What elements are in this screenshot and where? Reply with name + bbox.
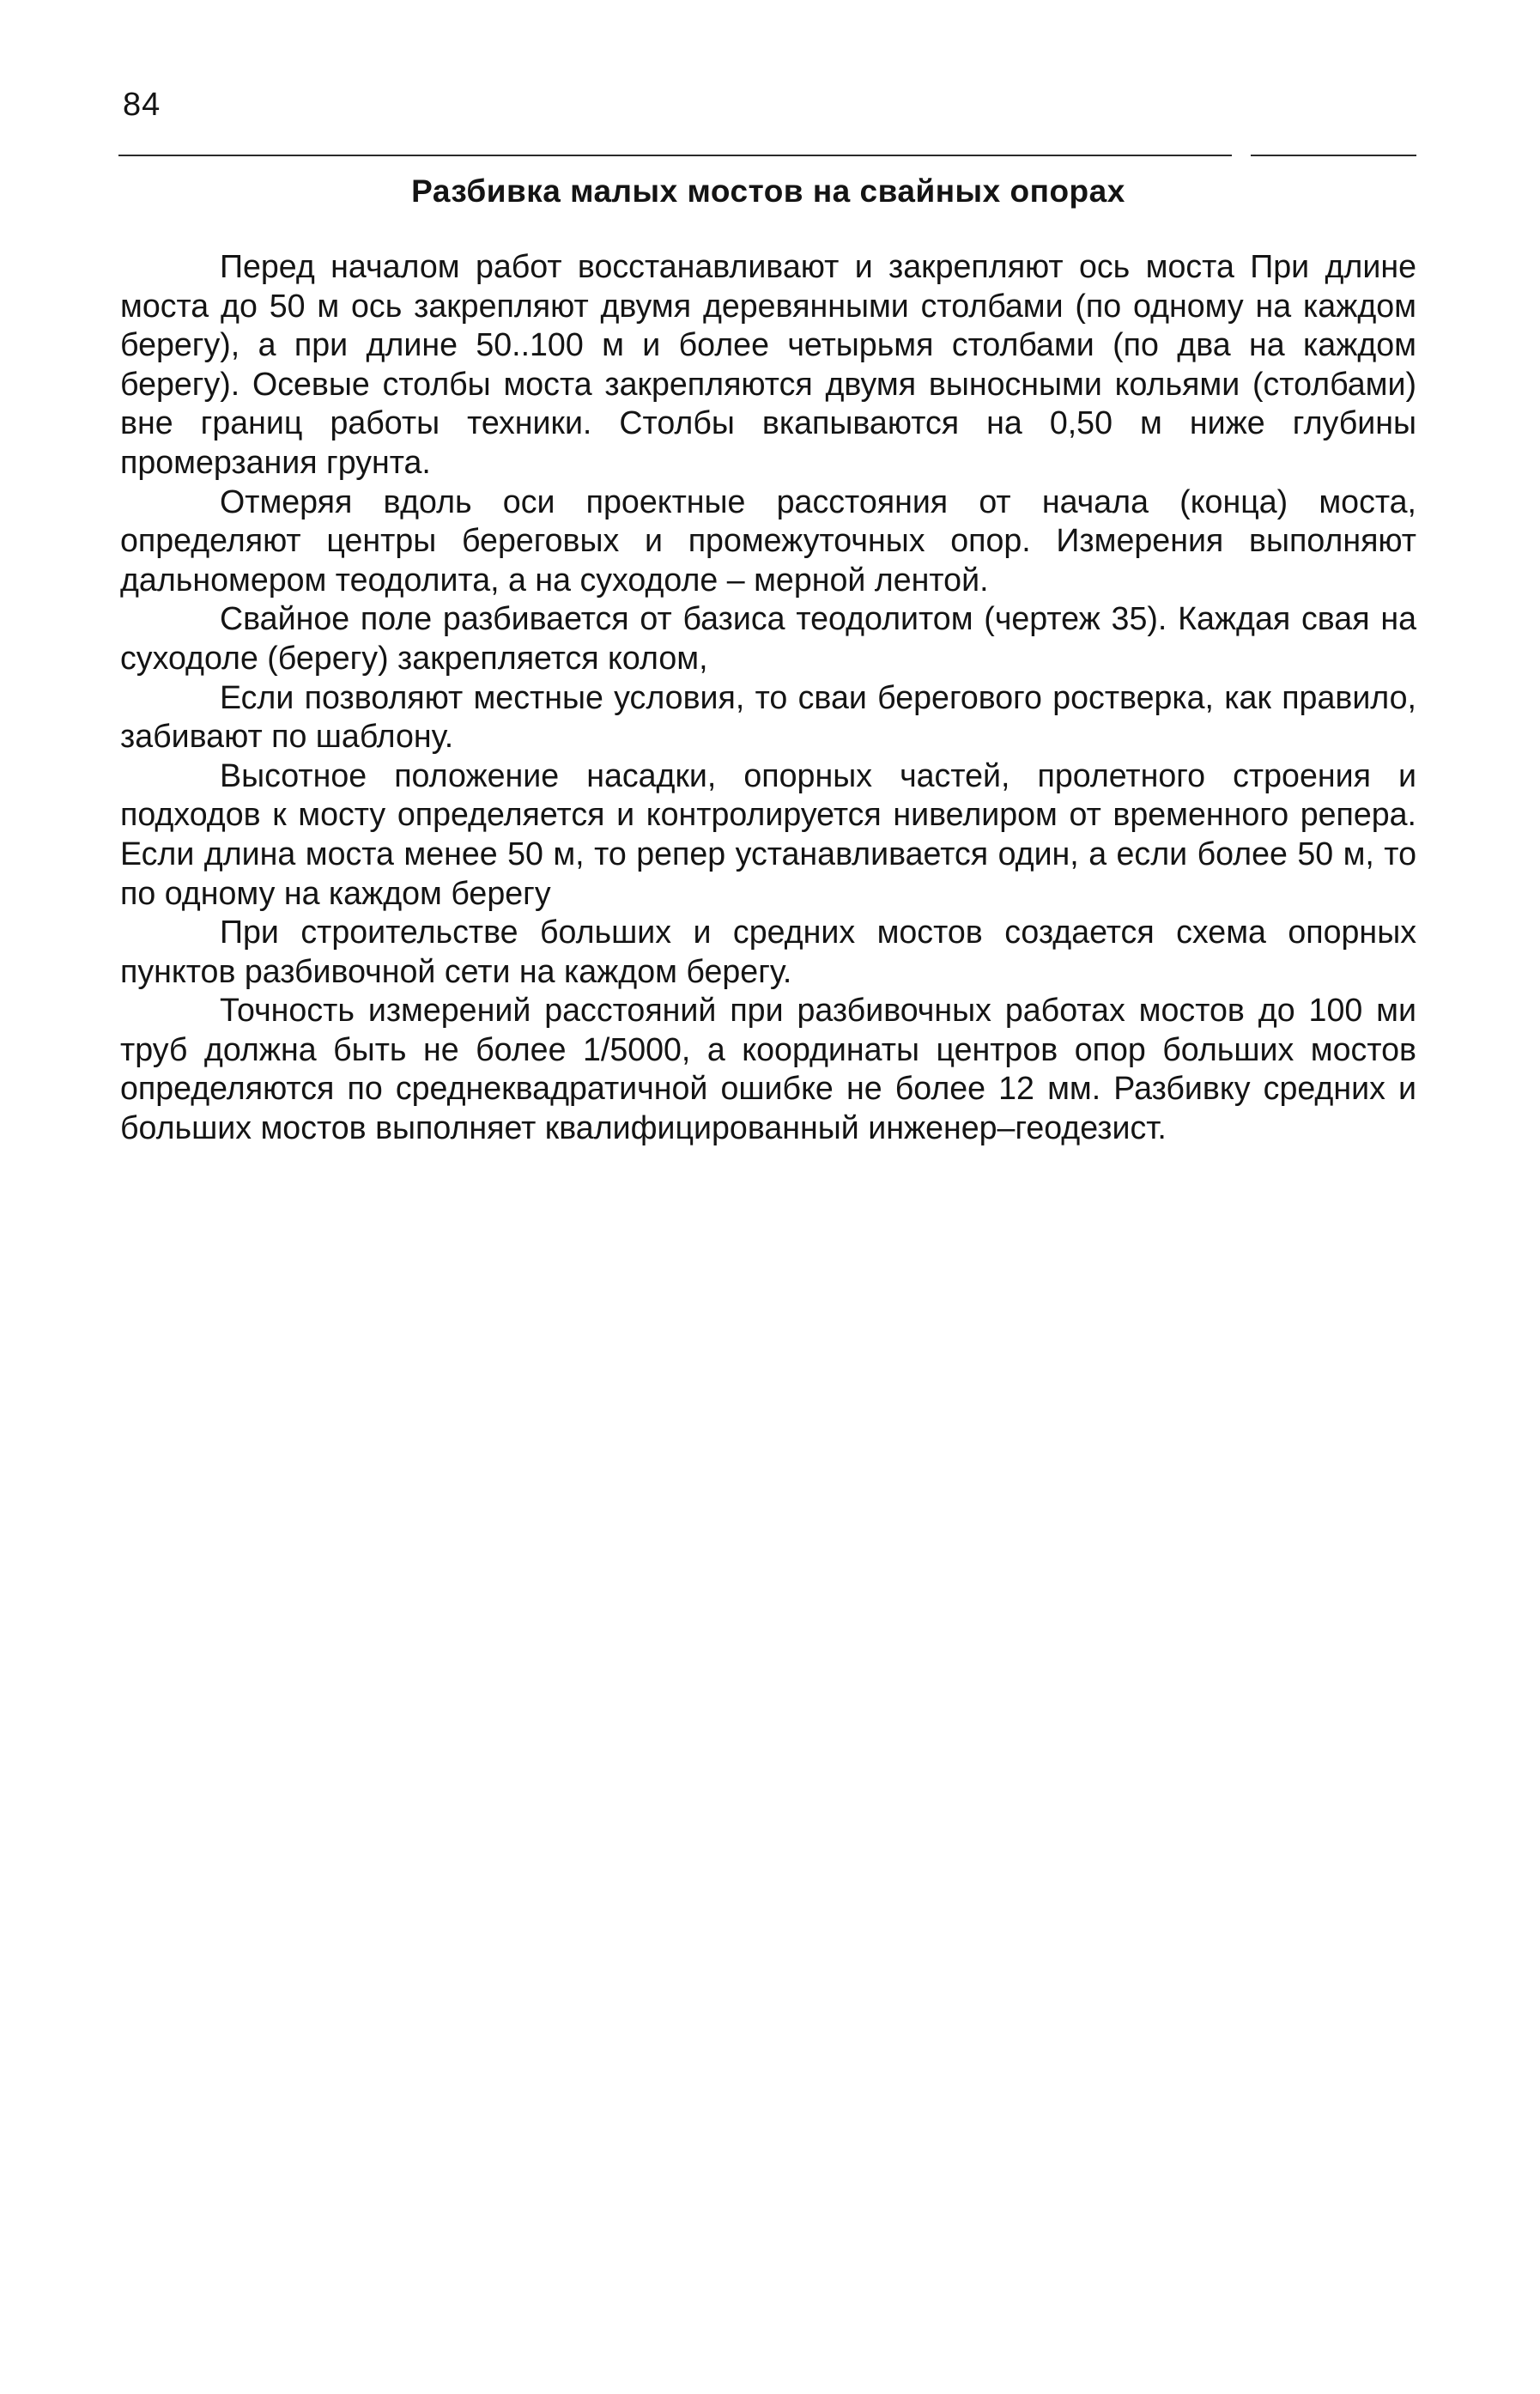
paragraph-1: Перед началом работ восстанавливают и закрепляют ось моста При длине моста до 50 м ось закрепляют двумя деревянными столбами (по одному на каждом берегу), а при длине 50..100 м и более четырьмя столбами (по два на каждом берегу). Осевые столбы моста закрепляются двумя выносными кольями (столбами) вне границ работы техники. Столбы вкапываются на 0,50 м ниже глубины промерзания грунта. (120, 248, 1416, 480)
paragraph-5: Высотное положение насадки, опорных частей, пролетного строения и подходов к мосту определяется и контролируется нивелиром от временного репера. Если длина моста менее 50 м, то репер устанавливается один, а если более 50 м, то по одному на каждом берегу (120, 756, 1416, 911)
paragraph-4: Если позволяют местные условия, то сваи берегового ростверка, как правило, забивают по шаблону. (120, 678, 1416, 755)
body-text (120, 247, 1416, 1148)
section-heading: Разбивка малых мостов на свайных опорах (411, 173, 1125, 209)
paragraph-3: Свайное поле разбивается от базиса теодолитом (чертеж 35). Каждая свая на суходоле (берегу) закрепляется колом, (120, 600, 1416, 676)
paragraph-6: При строительстве больших и средних мостов создается схема опорных пунктов разбивочной сети на каждом берегу. (120, 914, 1416, 989)
paragraph-2: Отмеряя вдоль оси проектные расстояния от начала (конца) моста, определяют центры береговых и промежуточных опор. Измерения выполняют дальномером теодолита, а на суходоле – мерной лентой. (120, 483, 1416, 598)
paragraph-7: Точность измерений расстояний при разбивочных работах мостов до 100 ми труб должна быть не более 1/5000, а координаты центров опор больших мостов определяются по среднеквадратичной ошибке не более 12 мм. Разбивку средних и больших мостов выполняет квалифицированный инженер–геодезист. (120, 992, 1416, 1146)
header-rule (118, 155, 1416, 156)
header-rule-gap (1232, 151, 1251, 160)
page-number: 84 (123, 87, 161, 123)
